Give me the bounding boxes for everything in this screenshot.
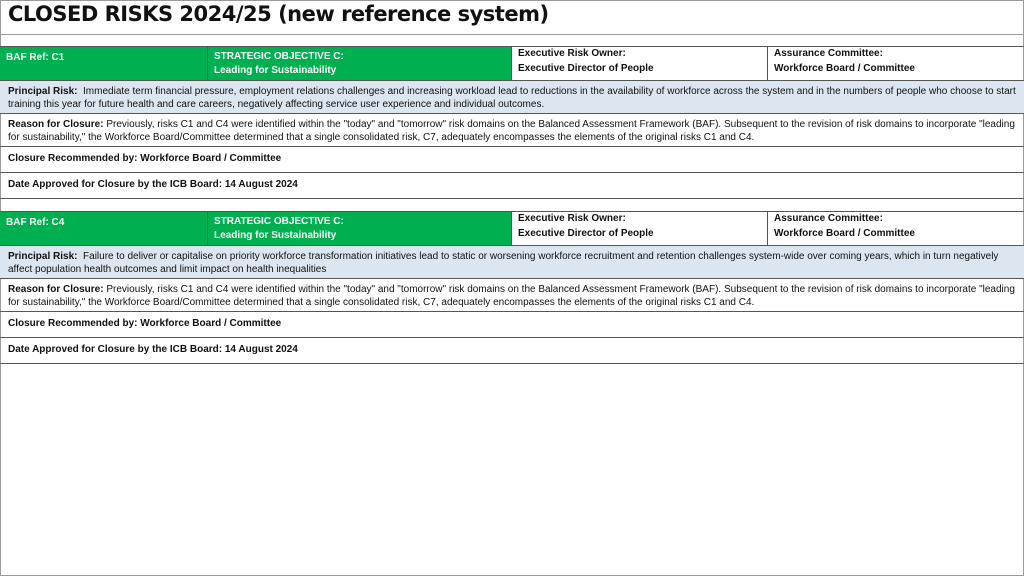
risk-header-row bbox=[0, 212, 1024, 246]
risk-card-c1 bbox=[0, 46, 1024, 199]
risk-owner-cell bbox=[512, 212, 768, 245]
risk-owner-label: Executive Risk Owner: bbox=[518, 213, 626, 224]
page-title: CLOSED RISKS 2024/25 (new reference system) bbox=[8, 2, 549, 26]
closure-recommended-row: Closure Recommended by: Workforce Board / Committee bbox=[0, 312, 1024, 338]
reason-for-closure-row bbox=[0, 114, 1024, 147]
closure-recommended-row: Closure Recommended by: Workforce Board / Committee bbox=[0, 147, 1024, 173]
title-divider bbox=[0, 34, 1024, 35]
reason-label: Reason for Closure: bbox=[8, 284, 104, 295]
risk-header-row bbox=[0, 47, 1024, 81]
assurance-committee-cell bbox=[768, 212, 1024, 245]
risk-owner-value: Executive Director of People bbox=[518, 228, 654, 239]
strategic-objective-cell bbox=[208, 47, 512, 80]
objective-name: Leading for Sustainability bbox=[214, 230, 337, 241]
principal-risk-row bbox=[0, 246, 1024, 279]
baf-ref-cell: BAF Ref: C1 bbox=[0, 47, 208, 80]
objective-name: Leading for Sustainability bbox=[214, 65, 337, 76]
reason-text: Previously, risks C1 and C4 were identified within the "today" and "tomorrow" risk domains on the Balanced Assessment Framework (BAF). Subsequent to the revision of risk domains to incorporate "leading for sustainability," the Workforce Board/Committee determined that a single consolidated risk, C7, adequately encompasses the elements of the original risks C1 and C4. bbox=[8, 119, 1015, 143]
reason-for-closure-row bbox=[0, 279, 1024, 312]
reason-label: Reason for Closure: bbox=[8, 119, 104, 130]
assurance-committee-cell bbox=[768, 47, 1024, 80]
objective-heading: STRATEGIC OBJECTIVE C: bbox=[214, 216, 344, 227]
risk-owner-cell bbox=[512, 47, 768, 80]
principal-risk-label: Principal Risk: bbox=[8, 86, 78, 97]
assurance-committee-value: Workforce Board / Committee bbox=[774, 63, 915, 74]
date-approved-row: Date Approved for Closure by the ICB Board: 14 August 2024 bbox=[8, 179, 298, 190]
principal-risk-label: Principal Risk: bbox=[8, 251, 78, 262]
principal-risk-row bbox=[0, 81, 1024, 114]
principal-risk-text: Immediate term financial pressure, employment relations challenges and increasing workload lead to reductions in the availability of workforce across the system and in the numbers of people who choose to start training this year for future health and care careers, negatively affecting service user experience and individual outcomes. bbox=[8, 86, 1016, 110]
baf-ref-cell: BAF Ref: C4 bbox=[0, 212, 208, 245]
reason-text: Previously, risks C1 and C4 were identified within the "today" and "tomorrow" risk domains on the Balanced Assessment Framework (BAF). Subsequent to the revision of risk domains to incorporate "leading for sustainability," the Workforce Board/Committee determined that a single consolidated risk, C7, adequately encompasses the elements of the original risks C1 and C4. bbox=[8, 284, 1015, 308]
objective-heading: STRATEGIC OBJECTIVE C: bbox=[214, 51, 344, 62]
assurance-committee-label: Assurance Committee: bbox=[774, 48, 883, 59]
principal-risk-text: Failure to deliver or capitalise on priority workforce transformation initiatives lead to static or worsening workforce recruitment and retention challenges system-wide over coming years, which in turn negatively affect population health outcomes and limit impact on health inequalities bbox=[8, 251, 999, 275]
assurance-committee-label: Assurance Committee: bbox=[774, 213, 883, 224]
risk-card-c4 bbox=[0, 211, 1024, 364]
assurance-committee-value: Workforce Board / Committee bbox=[774, 228, 915, 239]
date-approved-row: Date Approved for Closure by the ICB Board: 14 August 2024 bbox=[8, 344, 298, 355]
risk-owner-label: Executive Risk Owner: bbox=[518, 48, 626, 59]
strategic-objective-cell bbox=[208, 212, 512, 245]
risk-owner-value: Executive Director of People bbox=[518, 63, 654, 74]
